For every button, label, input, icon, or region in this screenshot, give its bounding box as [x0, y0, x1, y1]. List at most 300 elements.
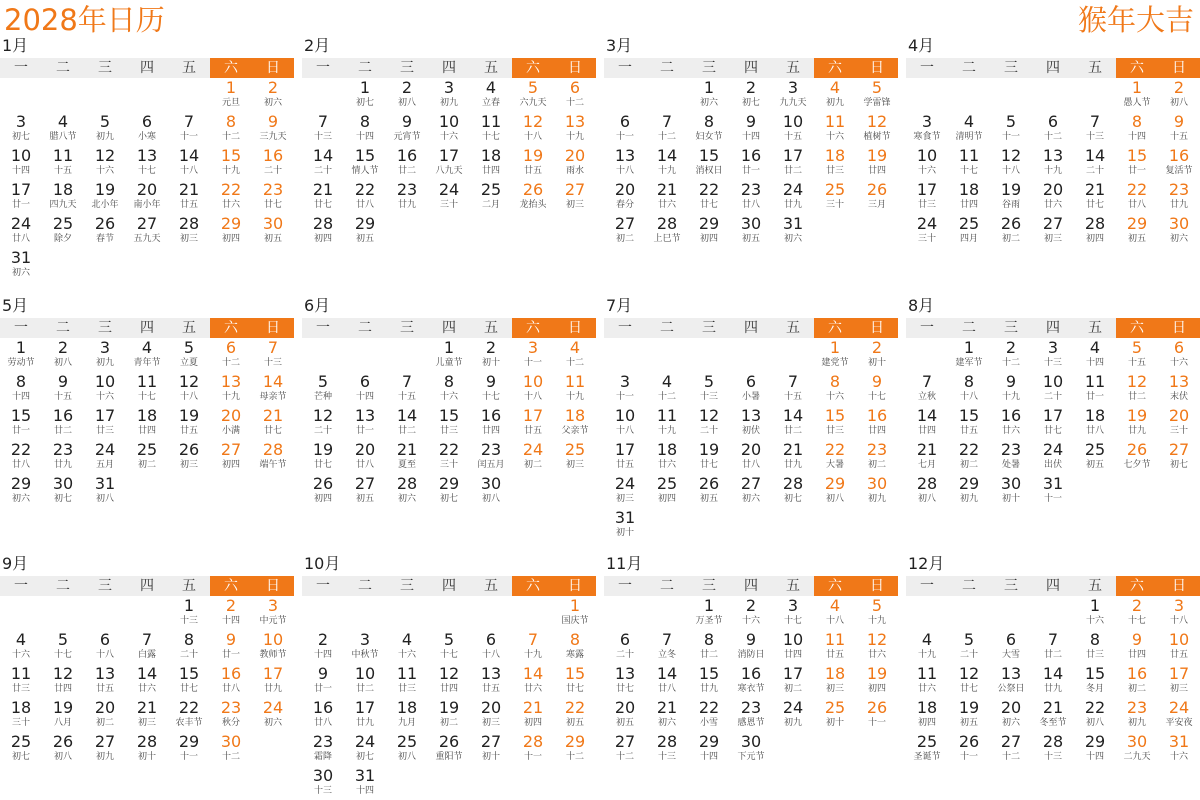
lunar-label: 廿八	[657, 684, 676, 694]
lunar-label: 十四	[1085, 752, 1104, 762]
day-cell	[906, 146, 948, 180]
lunar-label: 十一	[867, 718, 886, 728]
lunar-label: 十七	[867, 392, 886, 402]
lunar-label: 七月	[917, 460, 936, 470]
lunar-label: 初八	[53, 358, 72, 368]
lunar-label: 末伏	[1169, 392, 1188, 402]
lunar-label: 初八	[1085, 718, 1104, 728]
empty-cell	[772, 338, 814, 372]
day-cell	[814, 596, 856, 630]
lunar-label: 初四	[221, 234, 240, 244]
day-number: 12	[522, 112, 544, 131]
lunar-label: 初三	[179, 234, 198, 244]
day-number: 9	[745, 630, 757, 649]
lunar-label: 初八	[481, 494, 500, 504]
day-number: 17	[522, 406, 544, 425]
lunar-label: 青年节	[133, 358, 161, 368]
day-cell	[948, 406, 990, 440]
empty-cell	[344, 596, 386, 630]
day-number: 4	[829, 78, 841, 97]
day-cell	[604, 474, 646, 508]
day-cell	[470, 630, 512, 664]
day-cell	[604, 146, 646, 180]
lunar-label: 十二	[565, 98, 584, 108]
day-number: 20	[220, 406, 242, 425]
day-number: 26	[698, 474, 720, 493]
day-number: 7	[317, 112, 329, 131]
empty-cell	[990, 78, 1032, 112]
day-number: 16	[396, 146, 418, 165]
day-number: 5	[527, 78, 539, 97]
lunar-label: 初九	[825, 98, 844, 108]
day-number: 13	[136, 146, 158, 165]
day-cell	[1158, 214, 1200, 248]
lunar-label: 初五	[355, 234, 374, 244]
day-number: 25	[916, 732, 938, 751]
lunar-label: 十八	[615, 426, 634, 436]
lunar-label: 廿五	[959, 426, 978, 436]
lunar-label: 十六	[1169, 752, 1188, 762]
day-cell	[772, 664, 814, 698]
day-number: 29	[698, 732, 720, 751]
weekday-header	[906, 576, 1200, 596]
day-cell	[856, 406, 898, 440]
lunar-label: 十六	[825, 132, 844, 142]
day-cell	[604, 214, 646, 248]
day-cell	[252, 440, 294, 474]
day-cell	[1158, 78, 1200, 112]
day-cell	[302, 766, 344, 800]
day-cell	[386, 78, 428, 112]
lunar-label: 十一	[959, 752, 978, 762]
day-number: 23	[52, 440, 74, 459]
lunar-label: 初四	[313, 234, 332, 244]
day-number: 21	[178, 180, 200, 199]
lunar-label: 十八	[825, 616, 844, 626]
lunar-label: 建军节	[955, 358, 983, 368]
day-number: 11	[958, 146, 980, 165]
day-cell	[990, 146, 1032, 180]
day-cell	[386, 372, 428, 406]
day-number: 18	[136, 406, 158, 425]
day-number: 5	[57, 630, 69, 649]
day-number: 14	[262, 372, 284, 391]
day-cell	[344, 698, 386, 732]
day-number: 13	[1042, 146, 1064, 165]
lunar-label: 初八	[1169, 98, 1188, 108]
day-number: 25	[10, 732, 32, 751]
day-number: 24	[262, 698, 284, 717]
lunar-label: 芒种	[313, 392, 332, 402]
day-cell	[42, 146, 84, 180]
day-cell	[1116, 338, 1158, 372]
day-cell	[470, 474, 512, 508]
day-cell	[554, 596, 596, 630]
day-number: 28	[136, 732, 158, 751]
lunar-label: 十八	[615, 166, 634, 176]
day-number: 29	[958, 474, 980, 493]
day-number: 24	[522, 440, 544, 459]
lunar-label: 廿四	[867, 166, 886, 176]
lunar-label: 十七	[53, 650, 72, 660]
weekday-label: 二	[344, 58, 386, 78]
day-cell	[42, 180, 84, 214]
day-cell	[512, 732, 554, 766]
lunar-label: 廿七	[313, 460, 332, 470]
day-number: 21	[1084, 180, 1106, 199]
day-number: 29	[178, 732, 200, 751]
lunar-label: 初四	[1085, 234, 1104, 244]
day-number: 10	[614, 406, 636, 425]
day-number: 12	[866, 630, 888, 649]
day-grid	[302, 338, 596, 508]
lunar-label: 十五	[1127, 358, 1146, 368]
day-number: 6	[359, 372, 371, 391]
day-cell	[604, 698, 646, 732]
lunar-label: 十六	[397, 650, 416, 660]
day-cell	[1074, 596, 1116, 630]
lunar-label: 廿九	[355, 718, 374, 728]
day-grid	[604, 338, 898, 542]
lunar-label: 初七	[439, 494, 458, 504]
day-number: 9	[401, 112, 413, 131]
day-number: 8	[1131, 112, 1143, 131]
day-number: 1	[15, 338, 27, 357]
lunar-label: 秋分	[221, 718, 240, 728]
lunar-label: 初九	[867, 494, 886, 504]
lunar-label: 儿童节	[435, 358, 463, 368]
lunar-label: 十四	[1127, 132, 1146, 142]
day-cell	[948, 440, 990, 474]
day-number: 24	[1168, 698, 1190, 717]
lunar-label: 十六	[439, 132, 458, 142]
lunar-label: 劳动节	[7, 358, 35, 368]
day-cell	[856, 474, 898, 508]
weekday-label: 三	[84, 318, 126, 338]
day-cell	[252, 78, 294, 112]
lunar-label: 十七	[481, 392, 500, 402]
day-number: 24	[94, 440, 116, 459]
day-cell	[168, 372, 210, 406]
lunar-label: 二十	[313, 166, 332, 176]
lunar-label: 万圣节	[695, 616, 723, 626]
weekday-label: 一	[906, 318, 948, 338]
day-number: 6	[619, 112, 631, 131]
lunar-label: 初六	[1001, 718, 1020, 728]
lunar-label: 廿二	[1043, 650, 1062, 660]
day-cell	[554, 180, 596, 214]
lunar-label: 廿八	[355, 460, 374, 470]
day-cell	[126, 214, 168, 248]
day-number: 14	[782, 406, 804, 425]
weekday-label: 日	[1158, 576, 1200, 596]
day-cell	[604, 372, 646, 406]
day-cell	[42, 214, 84, 248]
lunar-label: 十二	[565, 358, 584, 368]
lunar-label: 廿二	[699, 650, 718, 660]
day-cell	[730, 630, 772, 664]
day-cell	[0, 248, 42, 282]
day-number: 29	[698, 214, 720, 233]
lunar-label: 廿九	[1127, 426, 1146, 436]
day-number: 27	[94, 732, 116, 751]
lunar-label: 龙抬头	[519, 200, 547, 210]
weekday-header	[906, 58, 1200, 78]
day-number: 7	[141, 630, 153, 649]
empty-cell	[344, 338, 386, 372]
day-cell	[948, 112, 990, 146]
lunar-label: 廿六	[657, 460, 676, 470]
day-cell	[344, 180, 386, 214]
day-number: 21	[396, 440, 418, 459]
day-cell	[906, 180, 948, 214]
day-number: 4	[1089, 338, 1101, 357]
lunar-label: 十六	[95, 166, 114, 176]
day-number: 27	[136, 214, 158, 233]
lunar-label: 消防日	[737, 650, 765, 660]
lunar-label: 十八	[95, 650, 114, 660]
day-number: 19	[522, 146, 544, 165]
day-number: 1	[703, 78, 715, 97]
day-cell	[210, 214, 252, 248]
lunar-label: 十三	[1043, 358, 1062, 368]
day-grid	[906, 78, 1200, 248]
day-cell	[1158, 596, 1200, 630]
lunar-label: 初二	[439, 718, 458, 728]
day-cell	[688, 698, 730, 732]
day-cell	[344, 146, 386, 180]
day-number: 24	[438, 180, 460, 199]
lunar-label: 廿六	[221, 200, 240, 210]
weekday-label: 五	[1074, 58, 1116, 78]
day-cell	[604, 440, 646, 474]
day-grid	[604, 596, 898, 766]
day-number: 5	[443, 630, 455, 649]
month-name: 4月	[908, 36, 935, 55]
lunar-label: 初六	[263, 98, 282, 108]
day-number: 13	[564, 112, 586, 131]
day-number: 11	[564, 372, 586, 391]
day-number: 26	[438, 732, 460, 751]
lunar-label: 廿六	[867, 650, 886, 660]
day-number: 28	[312, 214, 334, 233]
lunar-label: 小满	[221, 426, 240, 436]
day-number: 6	[141, 112, 153, 131]
lunar-label: 初十	[481, 358, 500, 368]
day-cell	[0, 214, 42, 248]
lunar-label: 初八	[825, 494, 844, 504]
day-number: 1	[183, 596, 195, 615]
day-cell	[1074, 698, 1116, 732]
weekday-label: 五	[470, 318, 512, 338]
month-name: 10月	[304, 554, 341, 573]
day-cell	[470, 146, 512, 180]
day-number: 15	[564, 664, 586, 683]
day-number: 2	[871, 338, 883, 357]
day-number: 3	[267, 596, 279, 615]
day-number: 4	[829, 596, 841, 615]
day-cell	[1032, 474, 1074, 508]
lunar-label: 十二	[221, 752, 240, 762]
lunar-label: 廿二	[397, 166, 416, 176]
lunar-label: 廿一	[221, 650, 240, 660]
lunar-label: 初六	[397, 494, 416, 504]
day-cell	[688, 406, 730, 440]
lunar-label: 初七	[53, 494, 72, 504]
day-cell	[512, 146, 554, 180]
day-cell	[126, 146, 168, 180]
day-number: 12	[52, 664, 74, 683]
lunar-label: 廿三	[397, 684, 416, 694]
day-number: 28	[916, 474, 938, 493]
day-cell	[252, 112, 294, 146]
day-number: 2	[1131, 596, 1143, 615]
lunar-label: 小雪	[699, 718, 718, 728]
day-number: 7	[661, 630, 673, 649]
lunar-label: 十二	[221, 358, 240, 368]
lunar-label: 十四	[741, 132, 760, 142]
lunar-label: 廿一	[11, 200, 30, 210]
day-cell	[1032, 146, 1074, 180]
lunar-label: 廿四	[481, 426, 500, 436]
day-number: 16	[1000, 406, 1022, 425]
day-cell	[302, 372, 344, 406]
day-cell	[646, 732, 688, 766]
month-block	[302, 554, 596, 800]
weekday-header	[906, 318, 1200, 338]
empty-cell	[0, 78, 42, 112]
day-cell	[126, 440, 168, 474]
lunar-label: 十四	[355, 786, 374, 796]
day-cell	[1158, 180, 1200, 214]
lunar-label: 初九	[95, 752, 114, 762]
day-cell	[386, 630, 428, 664]
lunar-label: 廿九	[53, 460, 72, 470]
day-number: 23	[866, 440, 888, 459]
day-number: 1	[1131, 78, 1143, 97]
day-number: 11	[1084, 372, 1106, 391]
lunar-label: 廿六	[1043, 200, 1062, 210]
day-number: 4	[401, 630, 413, 649]
day-number: 18	[1084, 406, 1106, 425]
lunar-label: 二月	[481, 200, 500, 210]
weekday-label: 三	[84, 576, 126, 596]
day-cell	[84, 372, 126, 406]
day-grid	[0, 596, 294, 766]
day-cell	[814, 112, 856, 146]
day-number: 14	[312, 146, 334, 165]
lunar-label: 初六	[699, 98, 718, 108]
empty-cell	[0, 596, 42, 630]
day-cell	[126, 338, 168, 372]
lunar-label: 十五	[53, 392, 72, 402]
lunar-label: 廿八	[313, 718, 332, 728]
day-cell	[1032, 698, 1074, 732]
lunar-label: 廿八	[741, 200, 760, 210]
lunar-label: 三十	[439, 200, 458, 210]
day-number: 29	[438, 474, 460, 493]
lunar-label: 廿五	[95, 684, 114, 694]
day-number: 1	[963, 338, 975, 357]
day-number: 28	[262, 440, 284, 459]
lunar-label: 初二	[959, 460, 978, 470]
day-number: 12	[94, 146, 116, 165]
lunar-label: 廿一	[1085, 392, 1104, 402]
lunar-label: 冬至节	[1039, 718, 1067, 728]
day-cell	[730, 180, 772, 214]
day-cell	[126, 630, 168, 664]
day-cell	[1158, 372, 1200, 406]
lunar-label: 初七	[741, 98, 760, 108]
weekday-label: 六	[512, 576, 554, 596]
day-cell	[1116, 146, 1158, 180]
lunar-label: 上巳节	[653, 234, 681, 244]
weekday-label: 日	[554, 576, 596, 596]
weekday-label: 三	[688, 318, 730, 338]
day-cell	[730, 78, 772, 112]
month-block	[604, 296, 898, 542]
day-number: 16	[866, 406, 888, 425]
lunar-label: 寒露	[565, 650, 584, 660]
weekday-label: 三	[688, 576, 730, 596]
day-number: 9	[1173, 112, 1185, 131]
day-cell	[948, 372, 990, 406]
month-block	[302, 296, 596, 508]
day-cell	[126, 664, 168, 698]
day-number: 20	[1000, 698, 1022, 717]
day-cell	[688, 180, 730, 214]
lunar-label: 十八	[1169, 616, 1188, 626]
day-number: 10	[438, 112, 460, 131]
day-number: 12	[698, 406, 720, 425]
weekday-label: 五	[1074, 576, 1116, 596]
day-number: 24	[782, 698, 804, 717]
day-grid	[302, 596, 596, 800]
empty-cell	[302, 78, 344, 112]
day-number: 18	[480, 146, 502, 165]
day-number: 20	[740, 440, 762, 459]
day-number: 5	[871, 78, 883, 97]
month-name: 1月	[2, 36, 29, 55]
day-grid	[302, 78, 596, 248]
day-cell	[168, 406, 210, 440]
lunar-label: 初二	[783, 684, 802, 694]
weekday-label: 三	[990, 318, 1032, 338]
day-cell	[906, 406, 948, 440]
lunar-label: 初六	[1169, 234, 1188, 244]
day-number: 18	[824, 146, 846, 165]
day-cell	[344, 78, 386, 112]
lunar-label: 初二	[867, 460, 886, 470]
weekday-label: 一	[302, 58, 344, 78]
day-cell	[168, 214, 210, 248]
day-number: 24	[614, 474, 636, 493]
weekday-header	[302, 58, 596, 78]
day-number: 4	[963, 112, 975, 131]
day-number: 13	[354, 406, 376, 425]
day-number: 14	[656, 146, 678, 165]
weekday-label: 二	[42, 318, 84, 338]
day-cell	[344, 664, 386, 698]
day-cell	[554, 630, 596, 664]
lunar-label: 二十	[615, 650, 634, 660]
weekday-label: 三	[990, 58, 1032, 78]
lunar-label: 十八	[523, 392, 542, 402]
lunar-label: 初七	[355, 752, 374, 762]
day-cell	[646, 406, 688, 440]
day-number: 29	[564, 732, 586, 751]
day-number: 20	[136, 180, 158, 199]
